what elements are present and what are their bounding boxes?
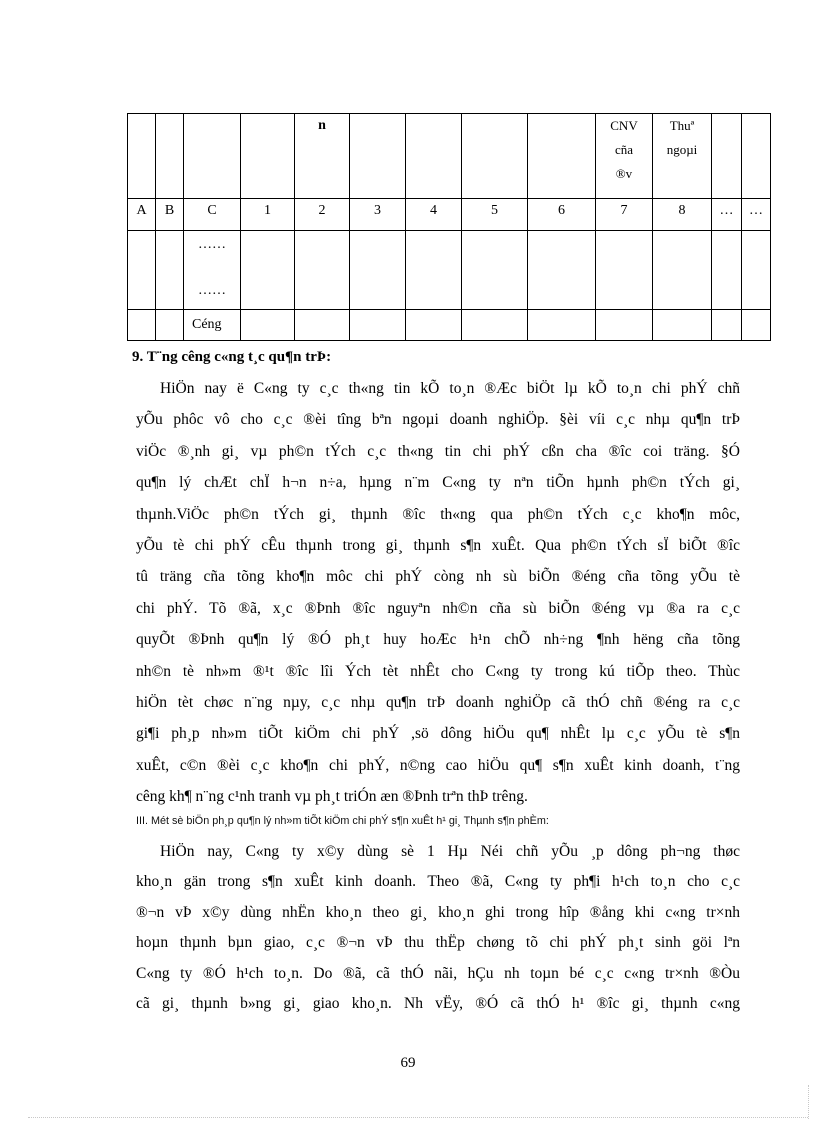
- table-cell: [742, 310, 771, 341]
- table-cell: [156, 114, 184, 199]
- text-line: qu¶n lý chÆt chÏ h¬n n÷a, hµng n¨m C«ng ty nªn tiÕn hµnh ph©n tÝch gi¸: [136, 474, 740, 492]
- text-line: yÕu tè chi phÝ cÊu thµnh trong gi¸ thµnh s¶n xuÊt. Qua ph©n tÝch sÏ biÕt ®îc: [136, 537, 740, 555]
- table-cell: 8: [653, 199, 712, 231]
- table-cell: …: [742, 199, 771, 231]
- table-cell: [528, 310, 596, 341]
- table-cell: [742, 114, 771, 199]
- text-line: nh©n tè nh»m ®¹t ®îc lîi Ých tèt nhÊt cho C«ng ty trong kú tiÕp theo. Thùc: [136, 662, 740, 680]
- text-line: tû träng cña tõng kho¶n môc chi phÝ còng nh sù biÕn ®éng cña tõng yÕu tè: [136, 568, 740, 586]
- table-cell: [406, 310, 462, 341]
- table-row: [128, 231, 771, 310]
- table-cell: [350, 310, 406, 341]
- table-cell: 4: [406, 199, 462, 231]
- table-cell: [596, 310, 653, 341]
- text-line: viÖc ®¸nh gi¸ vµ ph©n tÝch c¸c th«ng tin chi phÝ cßn cha ®îc coi träng. §Ó: [136, 442, 740, 460]
- text-line: quyÕt ®Þnh qu¶n lý ®Ó ph¸t huy hoÆc h¹n chÕ nh÷ng ¶nh hëng cña tõng: [136, 631, 740, 649]
- table-cell: [528, 231, 596, 310]
- table-cell: …: [712, 199, 742, 231]
- table-cell: [241, 310, 295, 341]
- table-cell: B: [156, 199, 184, 231]
- table-cell: [128, 114, 156, 199]
- table-cell: [128, 231, 156, 310]
- table-cell: [128, 310, 156, 341]
- text-line: yÕu phôc vô cho c¸c ®èi tîng bªn ngoµi doanh nghiÖp. §èi víi c¸c nhµ qu¶n trÞ: [136, 411, 740, 429]
- table-cell: [653, 231, 712, 310]
- page-border-bottom: [28, 1117, 808, 1118]
- table-cell: 7: [596, 199, 653, 231]
- text-line: thµnh.ViÖc ph©n tÝch gi¸ thµnh ®îc th«ng qua ph©n tÝch c¸c kho¶n môc,: [136, 505, 740, 523]
- table-cell: Thuª ngoµi: [653, 114, 712, 199]
- section-3-subheading: III. Mét sè biÖn ph¸p qu¶n lý nh»m tiÕt kiÖm chi phÝ s¶n xuÊt h¹ gi¸ Thµnh s¶n phÈm:: [136, 815, 549, 827]
- table-cell: [295, 310, 350, 341]
- dots-line: ……: [198, 283, 226, 298]
- text-line: HiÖn nay, C«ng ty x©y dùng sè 1 Hµ Néi chñ yÕu ¸p dông ph¬ng thøc: [160, 843, 740, 860]
- table-cell: 1: [241, 199, 295, 231]
- table-cell: CNV cña ®v: [596, 114, 653, 199]
- text-line: hoµn thµnh bµn giao, c¸c ®¬n vÞ thu thËp chøng tõ chi phÝ ph¸t sinh göi lªn: [136, 934, 740, 952]
- text-line: xuÊt, c©n ®èi c¸c kho¶n chi phÝ, n©ng cao hiÖu qu¶ s¶n xuÊt kinh doanh, t¨ng: [136, 756, 740, 774]
- table-cell: [295, 231, 350, 310]
- total-label: Céng: [184, 310, 241, 341]
- text-line: HiÖn nay ë C«ng ty c¸c th«ng tin kÕ to¸n ®Æc biÖt lµ kÕ to¸n chi phÝ chñ: [160, 380, 740, 397]
- text-line: hiÖn tèt chøc n¨ng nµy, c¸c nhµ qu¶n trÞ doanh nghiÖp cã thÓ chñ ®éng ra c¸c: [136, 694, 740, 712]
- text-line: chi phÝ. Tõ ®ã, x¸c ®Þnh ®îc nguyªn nh©n cña sù biÕn ®éng vµ ®a ra c¸c: [136, 599, 740, 617]
- table-cell: [241, 231, 295, 310]
- table-header-row: [128, 114, 771, 199]
- table-cell: [241, 114, 295, 199]
- table-index-row: [128, 199, 771, 231]
- table-cell: [156, 231, 184, 310]
- table-cell: 6: [528, 199, 596, 231]
- table-cell: [184, 114, 241, 199]
- table-cell: 5: [462, 199, 528, 231]
- section-9-heading: 9. T¨ng cêng c«ng t¸c qu¶n trÞ:: [132, 349, 332, 365]
- table-cell: [712, 231, 742, 310]
- table-cell: [462, 310, 528, 341]
- table-cell: [350, 114, 406, 199]
- text-line: cã gi¸ thµnh b»ng gi¸ giao kho¸n. Nh vËy, ®Ó cã thÓ h¹ ®îc gi¸ thµnh c«ng: [136, 995, 740, 1013]
- cost-table: [127, 113, 771, 341]
- table-cell: [406, 231, 462, 310]
- section-9-paragraph: [136, 373, 740, 813]
- page-number: 69: [400, 1055, 416, 1071]
- table-cell: n: [295, 114, 350, 199]
- table-cell: [712, 114, 742, 199]
- page-border-right: [808, 1085, 809, 1119]
- table-cell: [528, 114, 596, 199]
- table-total-row: [128, 310, 771, 341]
- table-cell: 2: [295, 199, 350, 231]
- table-cell: A: [128, 199, 156, 231]
- text-line: C«ng ty ®Ó h¹ch to¸n. Do ®ã, cã thÓ nãi, hÇu nh toµn bé c¸c c«ng tr×nh ®Òu: [136, 964, 740, 982]
- table-cell: [156, 310, 184, 341]
- text-line: kho¸n gän trong s¶n xuÊt kinh doanh. Theo ®ã, C«ng ty ph¶i h¹ch to¸n cho c¸c: [136, 873, 740, 891]
- table-cell: [596, 231, 653, 310]
- text-line: ®¬n vÞ x©y dùng nhËn kho¸n theo gi¸ kho¸n ghi trong hîp ®ång khi c«ng tr×nh: [136, 903, 740, 921]
- table-cell: [350, 231, 406, 310]
- table-cell: [406, 114, 462, 199]
- text-line: cêng kh¶ n¨ng c¹nh tranh vµ ph¸t triÓn æn ®Þnh trªn thÞ trêng.: [136, 788, 528, 806]
- table-cell: C: [184, 199, 241, 231]
- section-3-paragraph: [136, 837, 740, 1019]
- table-cell: [462, 231, 528, 310]
- table-cell: 3: [350, 199, 406, 231]
- text-line: gi¶i ph¸p nh»m tiÕt kiÖm chi phÝ ,sö dông hiÖu qu¶ nhÊt lµ c¸c yÕu tè s¶n: [136, 725, 740, 743]
- table-cell: [462, 114, 528, 199]
- table-cell: [184, 231, 241, 310]
- dots-line: ……: [198, 237, 226, 252]
- table-cell: [742, 231, 771, 310]
- table-cell: [712, 310, 742, 341]
- table-cell: [653, 310, 712, 341]
